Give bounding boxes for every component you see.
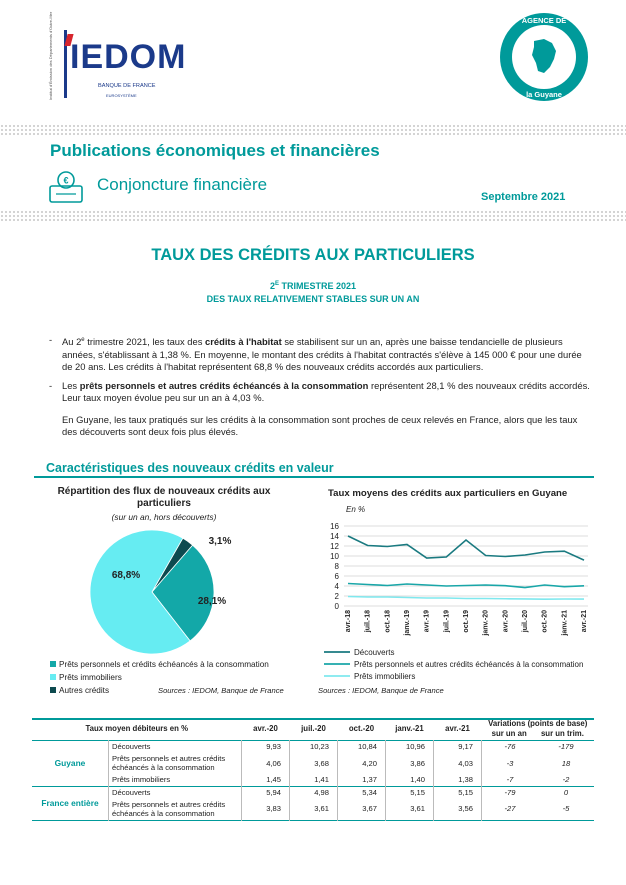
legend-label: Prêts personnels et autres crédits échéancés à la consommation <box>354 660 584 669</box>
legend-label: Découverts <box>354 648 395 657</box>
region-label: Guyane <box>32 740 109 786</box>
rate-cell: 3,67 <box>338 798 386 820</box>
rate-cell: 1,45 <box>242 774 290 786</box>
col-header: juil.-20 <box>301 724 326 734</box>
pie-slice-label: 3,1% <box>208 536 232 547</box>
series-line <box>348 536 584 560</box>
table-header-row <box>32 718 594 740</box>
variation-cell: -3 <box>506 758 514 768</box>
variation-cell: -76 <box>504 741 516 751</box>
logo-name: IEDOM <box>70 38 187 76</box>
table-row <box>32 798 594 820</box>
line-source: Sources : IEDOM, Banque de France <box>318 686 444 695</box>
rate-cell: 3,83 <box>242 798 290 820</box>
rate-cell: 4,06 <box>242 752 290 774</box>
logo-side-text: Institut d'Émission des Départements d'Outre-Mer <box>48 11 53 100</box>
pie-legend-1: Prêts personnels et crédits échéancés à la consommation <box>50 660 269 669</box>
pie-slice-label: 68,8% <box>111 570 141 581</box>
x-tick-label: juil.-20 <box>522 610 529 633</box>
pie-chart <box>90 526 240 658</box>
row-label: Prêts personnels et autres crédits échéancés à la consommation <box>109 752 242 774</box>
publication-date: Septembre 2021 <box>481 191 566 203</box>
rate-cell: 5,94 <box>242 786 290 798</box>
x-tick-label: avr.-18 <box>345 610 352 633</box>
article-title: TAUX DES CRÉDITS AUX PARTICULIERS <box>151 246 475 264</box>
variation-cell: 18 <box>561 758 571 768</box>
money-bag-icon <box>48 168 84 204</box>
bullet-consommation: - Les prêts personnels et autres crédits échéancés à la consommation représentent 28,1 % des nouveaux crédits accordés. Leur taux moyen évolue peu sur un an à 4,03 %. <box>49 380 590 404</box>
publication-title: Publications économiques et financières <box>50 141 380 160</box>
pie-subtitle: (sur un an, hors découverts) <box>111 512 217 522</box>
rate-cell: 5,15 <box>386 786 434 798</box>
agency-top-label: AGENCE DE <box>521 16 567 25</box>
series-line <box>348 597 584 600</box>
pie-slice-label: 28,1% <box>197 596 227 607</box>
article-subtitle <box>0 281 626 291</box>
y-tick-label: 0 <box>334 602 339 611</box>
rates-table <box>32 718 594 821</box>
x-tick-label: avr.-19 <box>423 610 431 633</box>
rate-cell: 3,56 <box>434 798 482 820</box>
section-heading-rule <box>34 476 594 478</box>
x-tick-label: juil.-18 <box>364 610 372 633</box>
y-tick-label: 14 <box>330 532 339 541</box>
variation-cell: -79 <box>504 787 516 797</box>
variation-cell: -7 <box>506 775 514 785</box>
y-tick-label: 4 <box>334 582 339 591</box>
variation-cell: -27 <box>504 804 516 814</box>
x-tick-label: janv.-20 <box>482 610 490 636</box>
logo-sub1: BANQUE DE FRANCE <box>98 83 156 89</box>
variation-cell: -2 <box>562 775 570 785</box>
variation-cell: -5 <box>562 804 570 814</box>
pie-legend-3: Autres crédits <box>50 686 109 695</box>
col-header: janv.-21 <box>395 724 424 734</box>
subtitle-rest: TRIMESTRE 2021 <box>279 281 357 291</box>
rate-cell: 3,68 <box>290 752 338 774</box>
x-tick-label: janv.-19 <box>404 610 411 636</box>
svg-text:€: € <box>63 175 69 186</box>
rate-cell: 10,84 <box>338 740 386 752</box>
row-label: Prêts immobiliers <box>109 774 242 786</box>
subtitle-number: 2 <box>269 281 275 291</box>
col-header: avr.-20 <box>253 724 278 734</box>
y-tick-label: 6 <box>334 572 339 581</box>
rate-cell: 1,41 <box>290 774 338 786</box>
rate-cell: 1,40 <box>386 774 434 786</box>
table-row <box>32 774 594 786</box>
logo-sub2: EUROSYSTÈME <box>106 93 137 98</box>
bullet-guyane: En Guyane, les taux pratiqués sur les crédits à la consommation sont proches de ceux relevés en France, alors que les taux des découverts sont deux fois plus élevés. <box>62 414 578 438</box>
row-label: Découverts <box>109 740 242 752</box>
rate-cell: 5,34 <box>338 786 386 798</box>
x-tick-label: oct.-19 <box>463 610 470 633</box>
y-tick-label: 8 <box>334 562 339 571</box>
variation-header: Variations (points de base) sur un an sur un trim. <box>488 718 588 738</box>
x-tick-label: avr.-20 <box>502 610 510 633</box>
rate-cell: 4,03 <box>434 752 482 774</box>
x-tick-label: oct.-18 <box>384 610 392 633</box>
region-label: France entière <box>32 786 109 820</box>
y-axis-label: En % <box>346 505 366 514</box>
row-label: Prêts personnels et autres crédits échéancés à la consommation <box>109 798 242 820</box>
rate-cell: 5,15 <box>434 786 482 798</box>
y-tick-label: 16 <box>330 522 339 531</box>
rate-cell: 1,38 <box>434 774 482 786</box>
section-title: Conjoncture financière <box>97 175 268 194</box>
legend-label: Prêts immobiliers <box>354 672 416 681</box>
rate-cell: 9,93 <box>242 740 290 752</box>
rate-cell: 10,23 <box>290 740 338 752</box>
section-heading: Caractéristiques des nouveaux crédits en valeur <box>46 461 334 475</box>
rate-cell: 9,17 <box>434 740 482 752</box>
variation-cell: -179 <box>558 741 574 751</box>
x-tick-label: juil.-19 <box>443 610 451 633</box>
agency-badge <box>500 13 588 101</box>
dotted-band-top <box>0 124 626 136</box>
rate-cell: 1,37 <box>338 774 386 786</box>
y-tick-label: 12 <box>330 542 339 551</box>
rate-cell: 3,61 <box>290 798 338 820</box>
rate-cell: 3,61 <box>386 798 434 820</box>
x-tick-label: janv.-21 <box>561 610 569 636</box>
table-header-label: Taux moyen débiteurs en % <box>85 724 189 734</box>
rate-cell: 3,86 <box>386 752 434 774</box>
col-header: oct.-20 <box>348 724 375 734</box>
x-tick-label: oct.-20 <box>541 610 549 633</box>
article-subtitle2: DES TAUX RELATIVEMENT STABLES SUR UN AN <box>206 294 420 304</box>
pie-legend-2: Prêts immobiliers <box>50 673 122 682</box>
x-tick-label: avr.-21 <box>581 610 588 633</box>
rate-cell: 4,98 <box>290 786 338 798</box>
row-label: Découverts <box>109 786 242 798</box>
col-header: avr.-21 <box>445 724 470 734</box>
subtitle-sup: E <box>274 281 279 287</box>
rate-cell: 10,96 <box>386 740 434 752</box>
line-title: Taux moyens des crédits aux particuliers en Guyane <box>328 488 568 499</box>
variation-cell: 0 <box>563 787 569 797</box>
pie-source: Sources : IEDOM, Banque de France <box>158 686 284 695</box>
table-row <box>32 740 594 752</box>
line-chart <box>316 500 596 688</box>
table-row <box>32 752 594 774</box>
pie-title: Répartition des flux de nouveaux crédits aux particuliers <box>57 486 271 509</box>
series-line <box>348 584 584 588</box>
y-tick-label: 10 <box>330 552 339 561</box>
bullet-habitat: - Au 2e trimestre 2021, les taux des crédits à l'habitat se stabilisent sur un an, après une baisse tendancielle de plusieurs années, s'établissant à 1,38 %. En moyenne, le montant des crédits à l'habitat contractés s'élève à 145 000 € pour une durée de 20 ans. Les crédits à l'habitat représentent 68,8 % des nouveaux crédits accordés aux particuliers. <box>49 334 582 372</box>
table-row <box>32 786 594 798</box>
rate-cell: 4,20 <box>338 752 386 774</box>
y-tick-label: 2 <box>334 592 339 601</box>
dotted-band-bottom <box>0 210 626 222</box>
guyane-map-icon <box>528 37 560 77</box>
agency-bottom-label: la Guyane <box>526 90 562 99</box>
